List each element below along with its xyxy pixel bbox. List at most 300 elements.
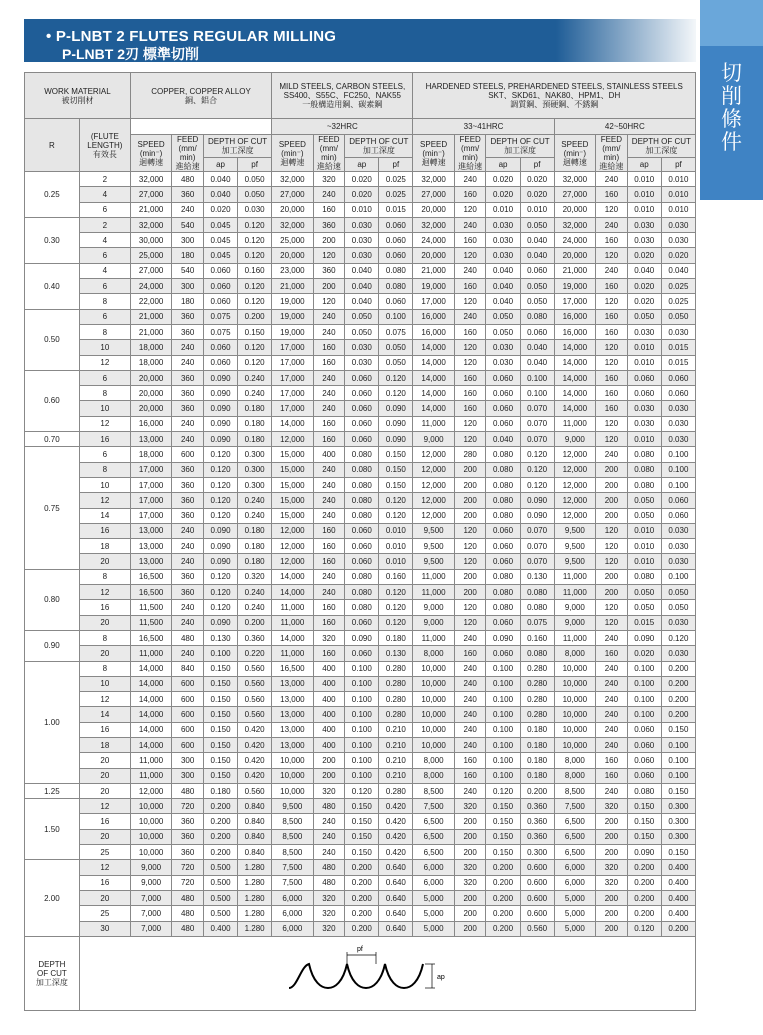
value-cell: 0.030 [486, 233, 520, 248]
table-row [25, 233, 696, 248]
value-cell: 0.070 [520, 554, 554, 569]
value-cell: 0.100 [627, 692, 661, 707]
value-cell: 0.100 [345, 768, 379, 783]
flute-length-cell: 10 [79, 676, 130, 691]
value-cell: 240 [454, 309, 486, 324]
value-cell: 0.100 [661, 569, 695, 584]
value-cell: 20,000 [130, 370, 171, 385]
value-cell: 0.040 [203, 187, 237, 202]
value-cell: 12,000 [130, 783, 171, 798]
value-cell: 0.090 [203, 432, 237, 447]
value-cell: 120 [454, 416, 486, 431]
value-cell: 0.075 [379, 324, 413, 339]
value-cell: 0.200 [486, 860, 520, 875]
value-cell: 8,000 [413, 768, 454, 783]
value-cell: 0.160 [520, 630, 554, 645]
value-cell: 480 [172, 921, 204, 936]
value-cell: 0.200 [661, 692, 695, 707]
value-cell: 14,000 [130, 692, 171, 707]
value-cell: 0.030 [661, 432, 695, 447]
value-cell: 0.210 [379, 737, 413, 752]
radius-cell: 1.50 [25, 799, 80, 860]
value-cell: 200 [596, 814, 628, 829]
flute-length-cell: 16 [79, 600, 130, 615]
value-cell: 7,500 [272, 860, 313, 875]
value-cell: 14,000 [272, 416, 313, 431]
value-cell: 0.060 [627, 370, 661, 385]
value-cell: 17,000 [413, 294, 454, 309]
value-cell: 0.100 [661, 477, 695, 492]
value-cell: 200 [313, 753, 345, 768]
value-cell: 240 [172, 355, 204, 370]
value-cell: 5,000 [554, 890, 595, 905]
table-row [25, 462, 696, 477]
value-cell: 0.200 [661, 921, 695, 936]
value-cell: 0.010 [627, 172, 661, 187]
value-cell: 0.150 [379, 447, 413, 462]
value-cell: 0.060 [203, 263, 237, 278]
value-cell: 0.280 [520, 707, 554, 722]
value-cell: 0.280 [520, 676, 554, 691]
value-cell: 14,000 [413, 370, 454, 385]
value-cell: 15,000 [272, 447, 313, 462]
value-cell: 0.150 [203, 676, 237, 691]
value-cell: 0.060 [520, 324, 554, 339]
value-cell: 0.080 [345, 447, 379, 462]
value-cell: 160 [454, 324, 486, 339]
value-cell: 0.010 [627, 202, 661, 217]
value-cell: 240 [313, 845, 345, 860]
value-cell: 11,500 [130, 615, 171, 630]
value-cell: 200 [596, 477, 628, 492]
flute-length-cell: 12 [79, 416, 130, 431]
flute-length-cell: 4 [79, 233, 130, 248]
value-cell: 16,500 [130, 569, 171, 584]
value-cell: 27,000 [130, 263, 171, 278]
value-cell: 120 [596, 340, 628, 355]
value-cell: 160 [313, 416, 345, 431]
hardened-steel-header: HARDENED STEELS, PREHARDENED STEELS, STAINLESS STEELS SKT、SKD61、NAK80、HPM1、DH 調質鋼、預硬鋼、不銹鋼 [413, 73, 696, 119]
value-cell: 15,000 [272, 493, 313, 508]
value-cell: 17,000 [272, 340, 313, 355]
value-cell: 160 [596, 753, 628, 768]
value-cell: 0.040 [486, 263, 520, 278]
value-cell: 400 [313, 737, 345, 752]
value-cell: 0.150 [627, 799, 661, 814]
value-cell: 0.180 [238, 401, 272, 416]
value-cell: 120 [454, 523, 486, 538]
value-cell: 160 [454, 370, 486, 385]
value-cell: 0.090 [203, 401, 237, 416]
value-cell: 12,000 [413, 493, 454, 508]
value-cell: 120 [454, 554, 486, 569]
table-row [25, 324, 696, 339]
table-row [25, 432, 696, 447]
value-cell: 1.280 [238, 921, 272, 936]
value-cell: 5,000 [413, 906, 454, 921]
flute-length-cell: 6 [79, 279, 130, 294]
flute-length-cell: 18 [79, 539, 130, 554]
value-cell: 0.150 [345, 814, 379, 829]
value-cell: 240 [313, 187, 345, 202]
value-cell: 6,000 [554, 875, 595, 890]
value-cell: 0.060 [627, 768, 661, 783]
flute-length-cell: 20 [79, 615, 130, 630]
value-cell: 160 [454, 233, 486, 248]
value-cell: 160 [454, 646, 486, 661]
value-cell: 16,000 [554, 309, 595, 324]
value-cell: 0.210 [379, 768, 413, 783]
value-cell: 0.150 [486, 829, 520, 844]
speed-header: SPEED (min⁻) 迴轉速 [554, 135, 595, 172]
value-cell: 19,000 [554, 279, 595, 294]
value-cell: 120 [313, 248, 345, 263]
value-cell: 32,000 [130, 217, 171, 232]
value-cell: 200 [596, 508, 628, 523]
value-cell: 0.120 [238, 279, 272, 294]
value-cell: 0.180 [238, 523, 272, 538]
value-cell: 240 [172, 340, 204, 355]
value-cell: 0.300 [520, 845, 554, 860]
value-cell: 0.100 [661, 447, 695, 462]
value-cell: 12,000 [554, 508, 595, 523]
value-cell: 0.150 [203, 661, 237, 676]
value-cell: 0.420 [379, 799, 413, 814]
depth-of-cut-header: DEPTH OF CUT 加工深度 [627, 135, 695, 158]
value-cell: 0.040 [486, 432, 520, 447]
value-cell: 360 [172, 493, 204, 508]
value-cell: 0.060 [203, 340, 237, 355]
value-cell: 0.840 [238, 829, 272, 844]
value-cell: 0.100 [345, 661, 379, 676]
radius-cell: 0.90 [25, 630, 80, 661]
value-cell: 0.120 [203, 508, 237, 523]
value-cell: 12,000 [272, 539, 313, 554]
table-row [25, 508, 696, 523]
table-row [25, 585, 696, 600]
value-cell: 160 [596, 768, 628, 783]
value-cell: 200 [454, 477, 486, 492]
value-cell: 0.280 [520, 661, 554, 676]
value-cell: 15,000 [272, 508, 313, 523]
value-cell: 0.120 [203, 600, 237, 615]
value-cell: 120 [454, 539, 486, 554]
value-cell: 0.080 [486, 569, 520, 584]
value-cell: 0.060 [345, 386, 379, 401]
value-cell: 0.060 [345, 523, 379, 538]
value-cell: 8,000 [554, 768, 595, 783]
value-cell: 0.200 [345, 860, 379, 875]
value-cell: 13,000 [272, 692, 313, 707]
value-cell: 240 [454, 172, 486, 187]
value-cell: 9,000 [413, 432, 454, 447]
value-cell: 9,500 [413, 554, 454, 569]
flute-length-cell: 12 [79, 799, 130, 814]
value-cell: 6,000 [413, 875, 454, 890]
value-cell: 120 [596, 248, 628, 263]
value-cell: 17,000 [272, 355, 313, 370]
value-cell: 0.060 [345, 646, 379, 661]
value-cell: 0.100 [486, 722, 520, 737]
value-cell: 360 [313, 263, 345, 278]
table-row [25, 493, 696, 508]
value-cell: 0.500 [203, 906, 237, 921]
value-cell: 0.200 [486, 890, 520, 905]
flute-length-cell: 8 [79, 661, 130, 676]
value-cell: 160 [454, 279, 486, 294]
radius-cell: 0.80 [25, 569, 80, 630]
value-cell: 240 [313, 477, 345, 492]
value-cell: 0.150 [661, 722, 695, 737]
value-cell: 240 [454, 217, 486, 232]
value-cell: 320 [596, 860, 628, 875]
value-cell: 17,000 [130, 462, 171, 477]
value-cell: 11,000 [130, 768, 171, 783]
value-cell: 21,000 [130, 309, 171, 324]
value-cell: 0.080 [345, 569, 379, 584]
title-chinese: P-LNBT 2刃 標準切削 [62, 46, 199, 62]
value-cell: 160 [313, 539, 345, 554]
value-cell: 0.070 [520, 401, 554, 416]
value-cell: 17,000 [272, 370, 313, 385]
value-cell: 0.070 [520, 523, 554, 538]
value-cell: 360 [172, 477, 204, 492]
value-cell: 480 [172, 783, 204, 798]
value-cell: 0.300 [238, 462, 272, 477]
value-cell: 16,500 [130, 585, 171, 600]
value-cell: 0.030 [486, 248, 520, 263]
value-cell: 0.050 [627, 585, 661, 600]
value-cell: 0.120 [486, 783, 520, 798]
value-cell: 0.080 [520, 600, 554, 615]
value-cell: 160 [596, 324, 628, 339]
radius-cell: 2.00 [25, 860, 80, 936]
value-cell: 0.020 [627, 279, 661, 294]
value-cell: 0.040 [345, 294, 379, 309]
value-cell: 17,000 [130, 493, 171, 508]
value-cell: 0.200 [203, 814, 237, 829]
value-cell: 240 [596, 447, 628, 462]
value-cell: 0.100 [486, 707, 520, 722]
value-cell: 27,000 [413, 187, 454, 202]
value-cell: 11,000 [413, 585, 454, 600]
value-cell: 0.060 [345, 416, 379, 431]
value-cell: 0.120 [379, 600, 413, 615]
value-cell: 9,000 [413, 600, 454, 615]
value-cell: 360 [172, 585, 204, 600]
value-cell: 12,000 [413, 508, 454, 523]
value-cell: 20,000 [272, 202, 313, 217]
value-cell: 0.060 [661, 370, 695, 385]
value-cell: 0.420 [379, 829, 413, 844]
value-cell: 0.030 [627, 401, 661, 416]
value-cell: 240 [172, 615, 204, 630]
value-cell: 0.090 [345, 630, 379, 645]
flute-length-cell: 20 [79, 890, 130, 905]
value-cell: 0.060 [661, 508, 695, 523]
value-cell: 0.200 [486, 906, 520, 921]
value-cell: 480 [313, 860, 345, 875]
radius-cell: 0.70 [25, 432, 80, 447]
value-cell: 32,000 [413, 172, 454, 187]
value-cell: 0.560 [238, 676, 272, 691]
table-row [25, 416, 696, 431]
value-cell: 27,000 [272, 187, 313, 202]
table-row [25, 340, 696, 355]
radius-cell: 0.30 [25, 217, 80, 263]
value-cell: 0.025 [661, 294, 695, 309]
value-cell: 12,000 [272, 432, 313, 447]
value-cell: 0.240 [238, 585, 272, 600]
value-cell: 0.150 [627, 814, 661, 829]
value-cell: 12,000 [554, 493, 595, 508]
value-cell: 6,000 [272, 921, 313, 936]
table-row [25, 737, 696, 752]
cut-profile-diagram [287, 942, 487, 1002]
value-cell: 0.020 [627, 294, 661, 309]
value-cell: 0.030 [486, 355, 520, 370]
value-cell: 0.640 [379, 906, 413, 921]
value-cell: 480 [172, 906, 204, 921]
flute-length-cell: 20 [79, 783, 130, 798]
value-cell: 0.030 [345, 355, 379, 370]
value-cell: 0.030 [238, 202, 272, 217]
value-cell: 9,500 [554, 523, 595, 538]
value-cell: 11,000 [413, 416, 454, 431]
value-cell: 14,000 [272, 569, 313, 584]
value-cell: 240 [172, 554, 204, 569]
value-cell: 0.040 [486, 279, 520, 294]
value-cell: 0.100 [486, 692, 520, 707]
value-cell: 240 [172, 646, 204, 661]
value-cell: 16,000 [554, 324, 595, 339]
value-cell: 0.180 [238, 554, 272, 569]
pf-header: pf [661, 158, 695, 172]
side-tab-label: 切削條件 [721, 61, 742, 154]
value-cell: 32,000 [130, 172, 171, 187]
value-cell: 0.020 [627, 248, 661, 263]
value-cell: 200 [313, 279, 345, 294]
value-cell: 21,000 [413, 263, 454, 278]
value-cell: 0.840 [238, 799, 272, 814]
value-cell: 0.080 [486, 462, 520, 477]
value-cell: 0.120 [520, 462, 554, 477]
value-cell: 240 [596, 217, 628, 232]
value-cell: 160 [596, 233, 628, 248]
value-cell: 0.030 [345, 248, 379, 263]
value-cell: 0.080 [520, 585, 554, 600]
value-cell: 0.360 [520, 829, 554, 844]
value-cell: 0.090 [379, 432, 413, 447]
value-cell: 0.120 [203, 462, 237, 477]
value-cell: 5,000 [413, 921, 454, 936]
value-cell: 320 [596, 875, 628, 890]
radius-cell: 0.25 [25, 172, 80, 218]
value-cell: 0.080 [345, 462, 379, 477]
table-row [25, 829, 696, 844]
value-cell: 240 [313, 814, 345, 829]
flute-length-cell: 8 [79, 294, 130, 309]
value-cell: 0.060 [203, 279, 237, 294]
value-cell: 240 [596, 172, 628, 187]
radius-cell: 0.40 [25, 263, 80, 309]
value-cell: 0.560 [238, 692, 272, 707]
value-cell: 0.320 [238, 569, 272, 584]
value-cell: 0.030 [627, 233, 661, 248]
value-cell: 0.200 [486, 875, 520, 890]
value-cell: 320 [454, 860, 486, 875]
value-cell: 24,000 [554, 233, 595, 248]
value-cell: 0.010 [379, 554, 413, 569]
value-cell: 360 [172, 401, 204, 416]
value-cell: 840 [172, 661, 204, 676]
value-cell: 240 [172, 600, 204, 615]
value-cell: 320 [454, 875, 486, 890]
value-cell: 0.060 [345, 432, 379, 447]
flute-length-header: (FLUTE LENGTH) 有效長 [79, 119, 130, 172]
value-cell: 0.020 [661, 248, 695, 263]
value-cell: 0.090 [520, 493, 554, 508]
value-cell: 0.060 [486, 554, 520, 569]
value-cell: 0.100 [486, 661, 520, 676]
value-cell: 10,000 [413, 692, 454, 707]
value-cell: 200 [596, 585, 628, 600]
table-row [25, 661, 696, 676]
value-cell: 200 [454, 906, 486, 921]
value-cell: 32,000 [554, 172, 595, 187]
value-cell: 0.080 [627, 462, 661, 477]
value-cell: 0.080 [627, 447, 661, 462]
flute-length-cell: 25 [79, 906, 130, 921]
value-cell: 14,000 [554, 386, 595, 401]
value-cell: 200 [454, 814, 486, 829]
value-cell: 0.120 [203, 447, 237, 462]
value-cell: 0.060 [345, 370, 379, 385]
value-cell: 14,000 [130, 722, 171, 737]
value-cell: 160 [313, 340, 345, 355]
value-cell: 14,000 [554, 355, 595, 370]
value-cell: 240 [454, 630, 486, 645]
value-cell: 0.060 [203, 355, 237, 370]
value-cell: 600 [172, 737, 204, 752]
value-cell: 13,000 [272, 737, 313, 752]
value-cell: 200 [596, 829, 628, 844]
value-cell: 0.120 [379, 386, 413, 401]
value-cell: 0.500 [203, 890, 237, 905]
value-cell: 0.080 [627, 477, 661, 492]
value-cell: 240 [454, 676, 486, 691]
ap-header: ap [345, 158, 379, 172]
value-cell: 17,000 [130, 508, 171, 523]
value-cell: 0.150 [627, 829, 661, 844]
value-cell: 0.090 [379, 416, 413, 431]
value-cell: 24,000 [130, 279, 171, 294]
value-cell: 5,000 [413, 890, 454, 905]
flute-length-cell: 14 [79, 508, 130, 523]
table-row [25, 722, 696, 737]
value-cell: 21,000 [554, 263, 595, 278]
value-cell: 19,000 [272, 309, 313, 324]
value-cell: 0.100 [627, 676, 661, 691]
value-cell: 0.300 [661, 814, 695, 829]
value-cell: 0.180 [520, 722, 554, 737]
value-cell: 200 [454, 829, 486, 844]
value-cell: 180 [172, 294, 204, 309]
value-cell: 0.560 [520, 921, 554, 936]
value-cell: 8,500 [272, 814, 313, 829]
value-cell: 0.280 [520, 692, 554, 707]
value-cell: 0.400 [203, 921, 237, 936]
